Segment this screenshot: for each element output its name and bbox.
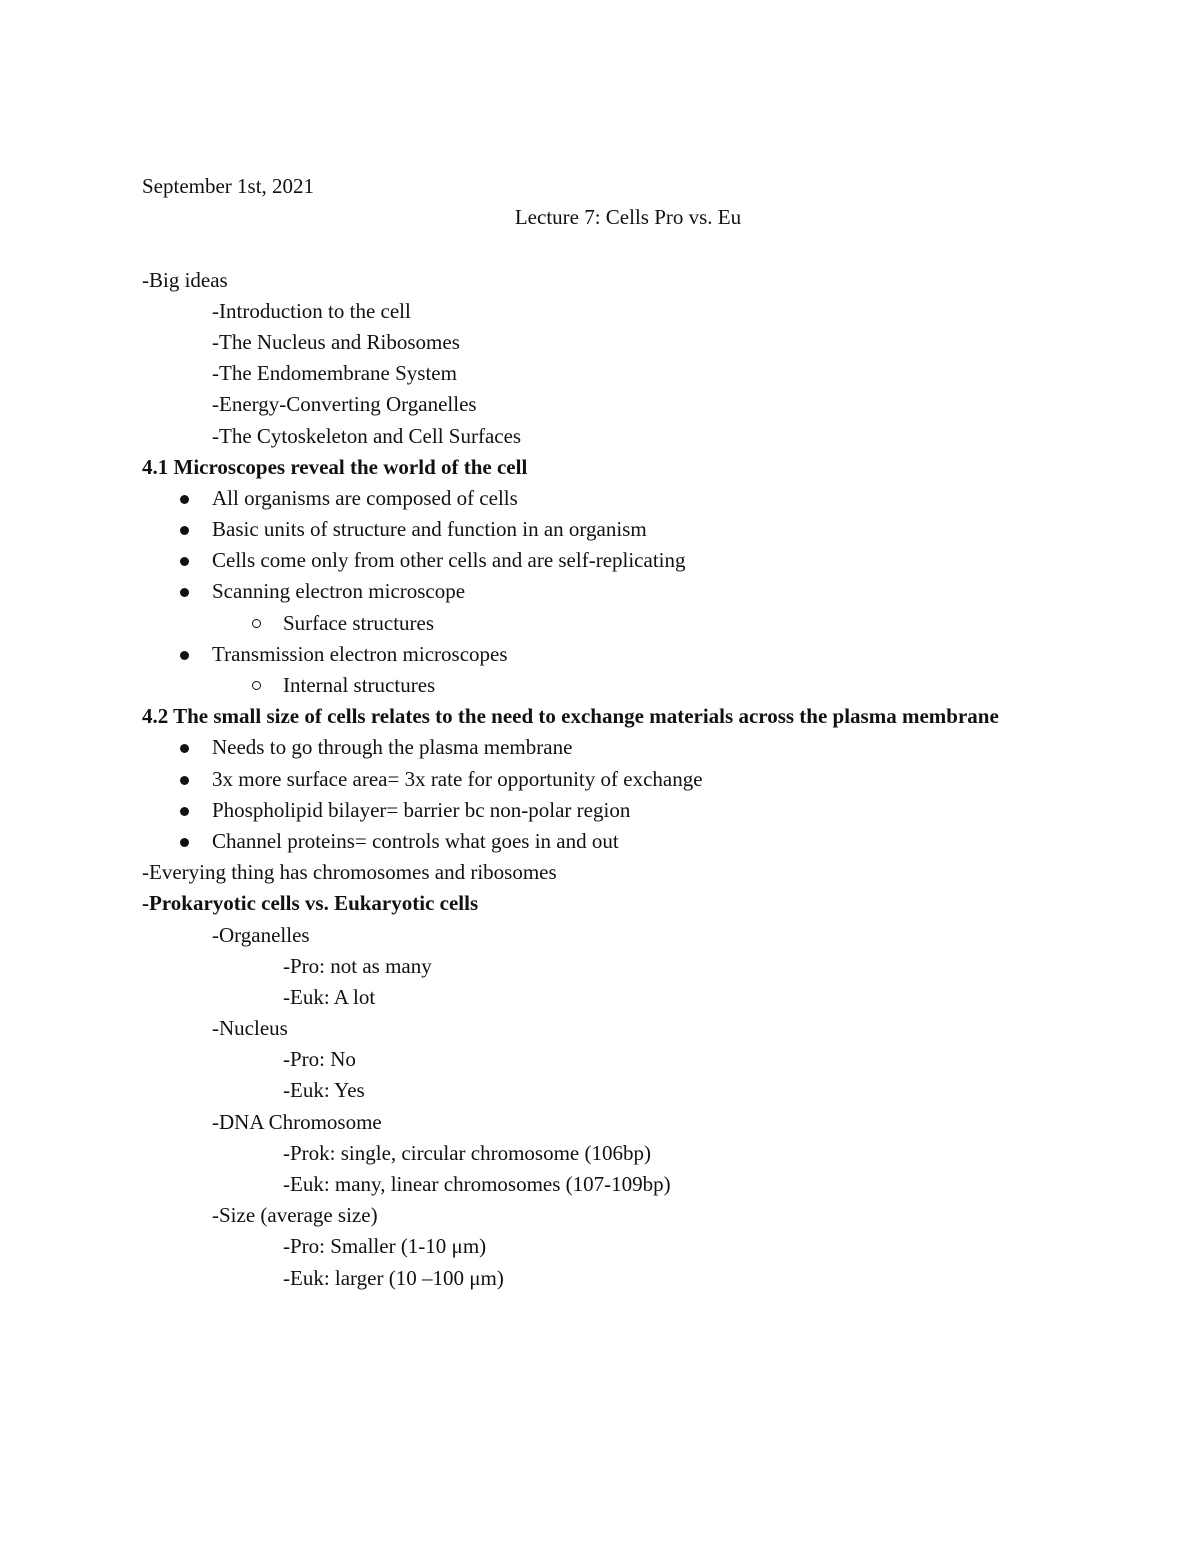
comparison-label-dna: -DNA Chromosome: [212, 1109, 382, 1134]
bullet-dot-icon: [180, 744, 189, 753]
section-4-2-list: [142, 732, 1062, 857]
big-idea-item: -The Nucleus and Ribosomes: [212, 329, 460, 354]
section-heading-4-2: 4.2 The small size of cells relates to the need to exchange materials across the plasma membrane: [142, 704, 999, 729]
list-item: [142, 514, 1062, 545]
sub-list-item: [142, 608, 1062, 639]
bullet-circle-icon: [252, 619, 261, 628]
list-item-text: Phospholipid bilayer= barrier bc non-polar region: [212, 797, 631, 822]
list-item-text: Channel proteins= controls what goes in and out: [212, 828, 619, 853]
list-item-text: Needs to go through the plasma membrane: [212, 735, 573, 760]
comparison-pro-organelles: -Pro: not as many: [283, 953, 432, 978]
comparison-pro-size: -Pro: Smaller (1-10 μm): [283, 1234, 487, 1259]
list-item-text: Surface structures: [283, 610, 435, 635]
comparison-pro-nucleus: -Pro: No: [283, 1047, 356, 1072]
lecture-title: Lecture 7: Cells Pro vs. Eu: [514, 205, 742, 230]
comparison-euk-size: -Euk: larger (10 –100 μm): [283, 1265, 504, 1290]
bullet-dot-icon: [180, 776, 189, 785]
list-item: [142, 795, 1062, 826]
note-line: -Everying thing has chromosomes and ribosomes: [142, 860, 557, 885]
list-item-text: Cells come only from other cells and are self-replicating: [212, 548, 686, 573]
list-item: [142, 483, 1062, 514]
comparison-label-size: -Size (average size): [212, 1203, 378, 1228]
section-heading-4-1: 4.1 Microscopes reveal the world of the cell: [142, 454, 528, 479]
lecture-date: September 1st, 2021: [142, 174, 315, 198]
comparison-label-nucleus: -Nucleus: [212, 1016, 288, 1041]
list-item-text: Basic units of structure and function in an organism: [212, 517, 647, 542]
list-item: [142, 639, 1062, 670]
comparison-euk-organelles: -Euk: A lot: [283, 984, 376, 1009]
list-item-text: Scanning electron microscope: [212, 579, 466, 604]
document-body: [142, 171, 1062, 1294]
bullet-dot-icon: [180, 495, 189, 504]
big-idea-item: -Introduction to the cell: [212, 298, 411, 323]
spacer: [142, 233, 1062, 264]
list-item: [142, 764, 1062, 795]
big-idea-item: -Energy-Converting Organelles: [212, 392, 477, 417]
bullet-dot-icon: [180, 651, 189, 660]
list-item-text: Transmission electron microscopes: [212, 641, 508, 666]
list-item-text: All organisms are composed of cells: [212, 485, 518, 510]
list-item-text: Internal structures: [283, 673, 436, 697]
big-ideas-label: -Big ideas: [142, 267, 228, 292]
list-item: [142, 732, 1062, 763]
list-item: [142, 576, 1062, 607]
list-item: [142, 826, 1062, 857]
bullet-dot-icon: [180, 807, 189, 816]
bullet-dot-icon: [180, 838, 189, 847]
bullet-dot-icon: [180, 557, 189, 566]
list-item-text: 3x more surface area= 3x rate for opportunity of exchange: [212, 766, 703, 791]
section-4-1-list: [142, 483, 1062, 701]
big-idea-item: -The Endomembrane System: [212, 361, 457, 386]
bullet-circle-icon: [252, 681, 261, 690]
comparison-pro-dna: -Prok: single, circular chromosome (106bp): [283, 1140, 651, 1165]
comparison-euk-dna: -Euk: many, linear chromosomes (107-109bp): [283, 1172, 671, 1197]
comparison-label-organelles: -Organelles: [212, 922, 310, 947]
comparison-heading: -Prokaryotic cells vs. Eukaryotic cells: [142, 891, 479, 916]
list-item: [142, 545, 1062, 576]
bullet-dot-icon: [180, 526, 189, 535]
bullet-dot-icon: [180, 588, 189, 597]
big-idea-item: -The Cytoskeleton and Cell Surfaces: [212, 423, 522, 448]
comparison-euk-nucleus: -Euk: Yes: [283, 1078, 365, 1103]
sub-list-item: [142, 670, 1062, 701]
